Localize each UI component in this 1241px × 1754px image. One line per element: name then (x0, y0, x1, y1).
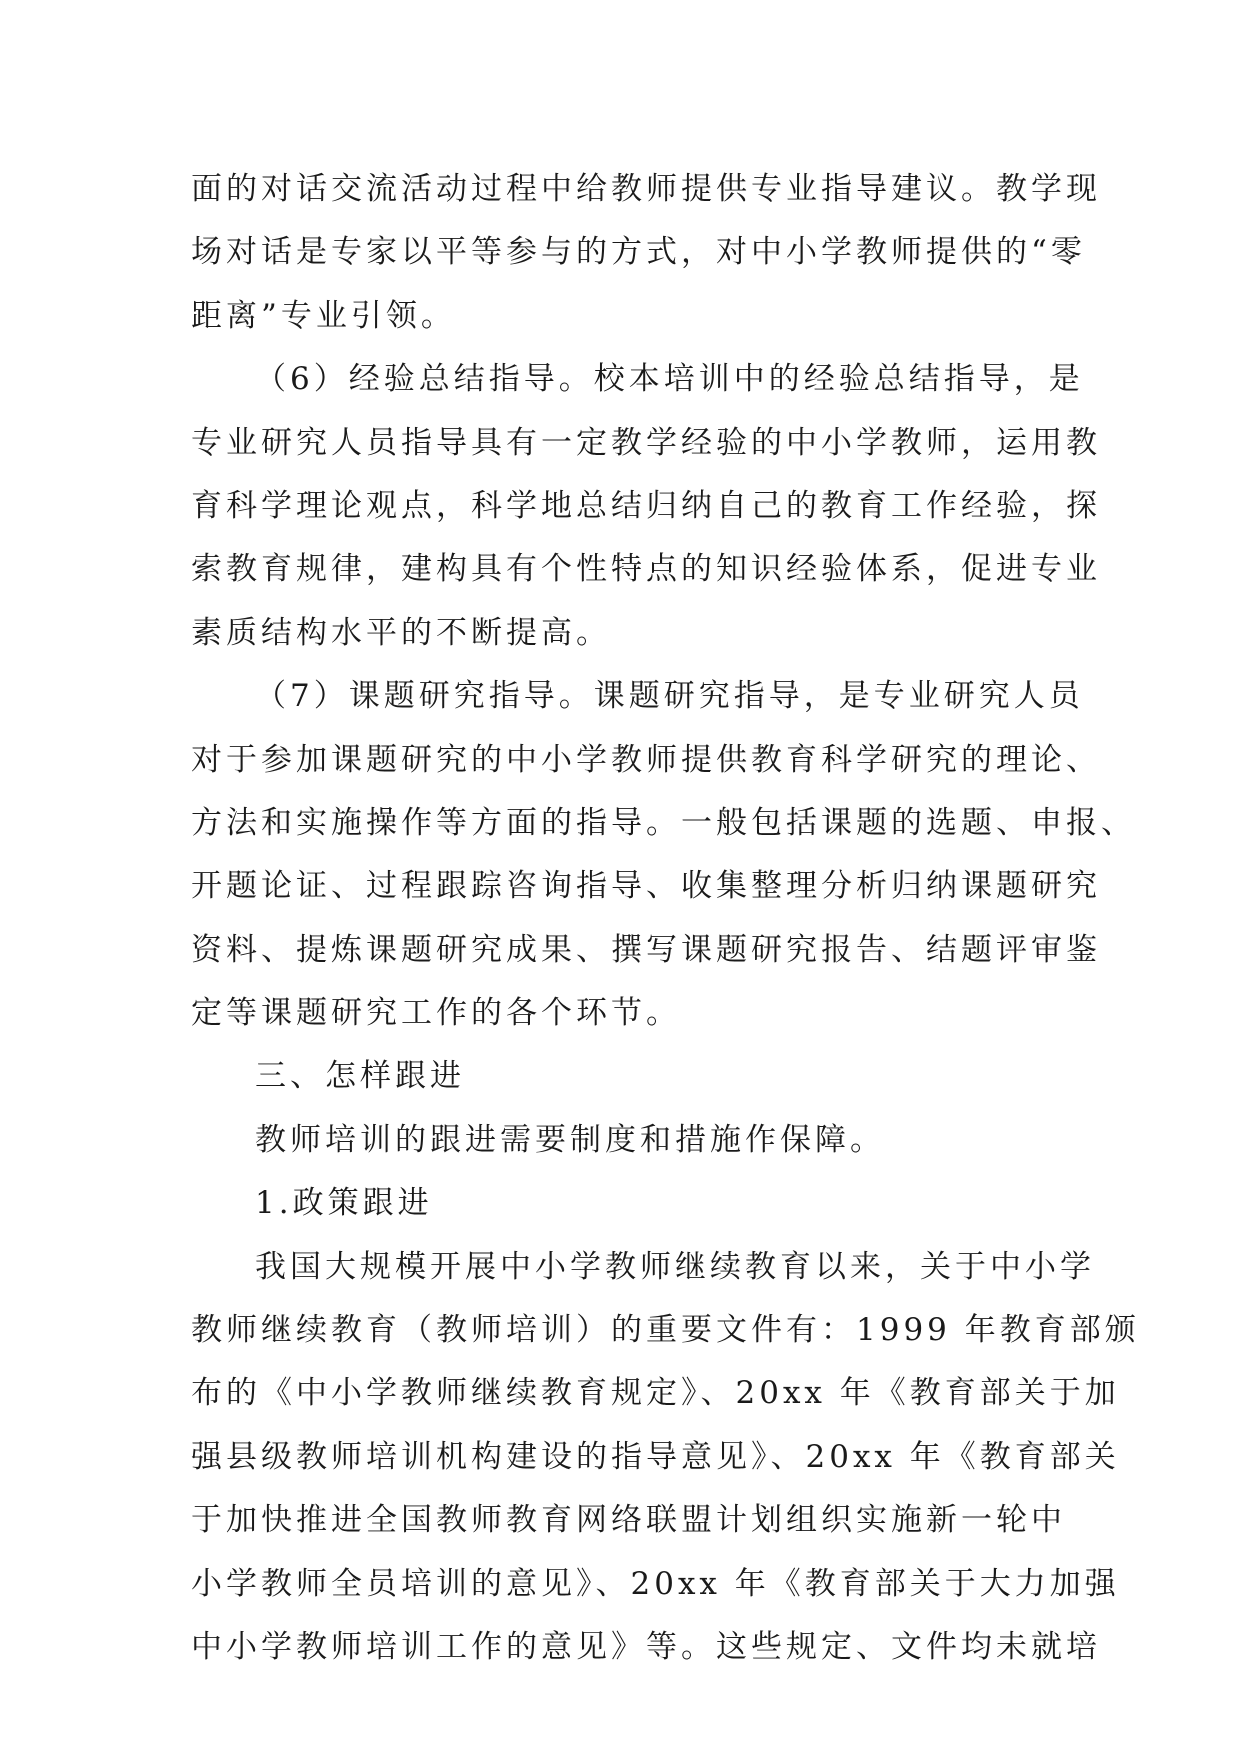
text-line: 专业研究人员指导具有一定教学经验的中小学教师，运用教 (191, 424, 1101, 461)
text-line: 布的《中小学教师继续教育规定》、20xx 年《教育部关于加 (191, 1375, 1120, 1412)
text-line: 定等课题研究工作的各个环节。 (191, 995, 681, 1032)
text-line: 教师继续教育（教师培训）的重要文件有：1999 年教育部颁 (191, 1312, 1140, 1349)
text-line: 小学教师全员培训的意见》、20xx 年《教育部关于大力加强 (191, 1565, 1120, 1602)
text-line: 资料、提炼课题研究成果、撰写课题研究报告、结题评审鉴 (191, 931, 1101, 968)
paragraph-first-line: 教师培训的跟进需要制度和措施作保障。 (255, 1121, 885, 1158)
text-line: 对于参加课题研究的中小学教师提供教育科学研究的理论、 (191, 741, 1101, 778)
text-line: 方法和实施操作等方面的指导。一般包括课题的选题、申报、 (191, 804, 1136, 841)
text-line: 索教育规律，建构具有个性特点的知识经验体系，促进专业 (191, 551, 1101, 588)
text-line: 中小学教师培训工作的意见》等。这些规定、文件均未就培 (191, 1628, 1101, 1665)
document-body (191, 158, 1140, 1679)
paragraph-first-line: （7）课题研究指导。课题研究指导，是专业研究人员 (255, 678, 1084, 715)
paragraph-first-line: 1.政策跟进 (255, 1185, 433, 1222)
text-line: 场对话是专家以平等参与的方式，对中小学教师提供的“零 (191, 234, 1086, 271)
paragraph-first-line: （6）经验总结指导。校本培训中的经验总结指导，是 (255, 361, 1084, 398)
text-line: 开题论证、过程跟踪咨询指导、收集整理分析归纳课题研究 (191, 868, 1101, 905)
paragraph-first-line: 我国大规模开展中小学教师继续教育以来，关于中小学 (255, 1248, 1095, 1285)
text-line: 强县级教师培训机构建设的指导意见》、20xx 年《教育部关 (191, 1438, 1120, 1475)
paragraph-first-line: 三、怎样跟进 (255, 1058, 465, 1095)
text-line: 素质结构水平的不断提高。 (191, 614, 611, 651)
text-line: 于加快推进全国教师教育网络联盟计划组织实施新一轮中 (191, 1502, 1066, 1539)
text-line: 育科学理论观点，科学地总结归纳自己的教育工作经验，探 (191, 487, 1101, 524)
text-line: 面的对话交流活动过程中给教师提供专业指导建议。教学现 (191, 171, 1101, 207)
text-line: 距离”专业引领。 (191, 297, 456, 334)
